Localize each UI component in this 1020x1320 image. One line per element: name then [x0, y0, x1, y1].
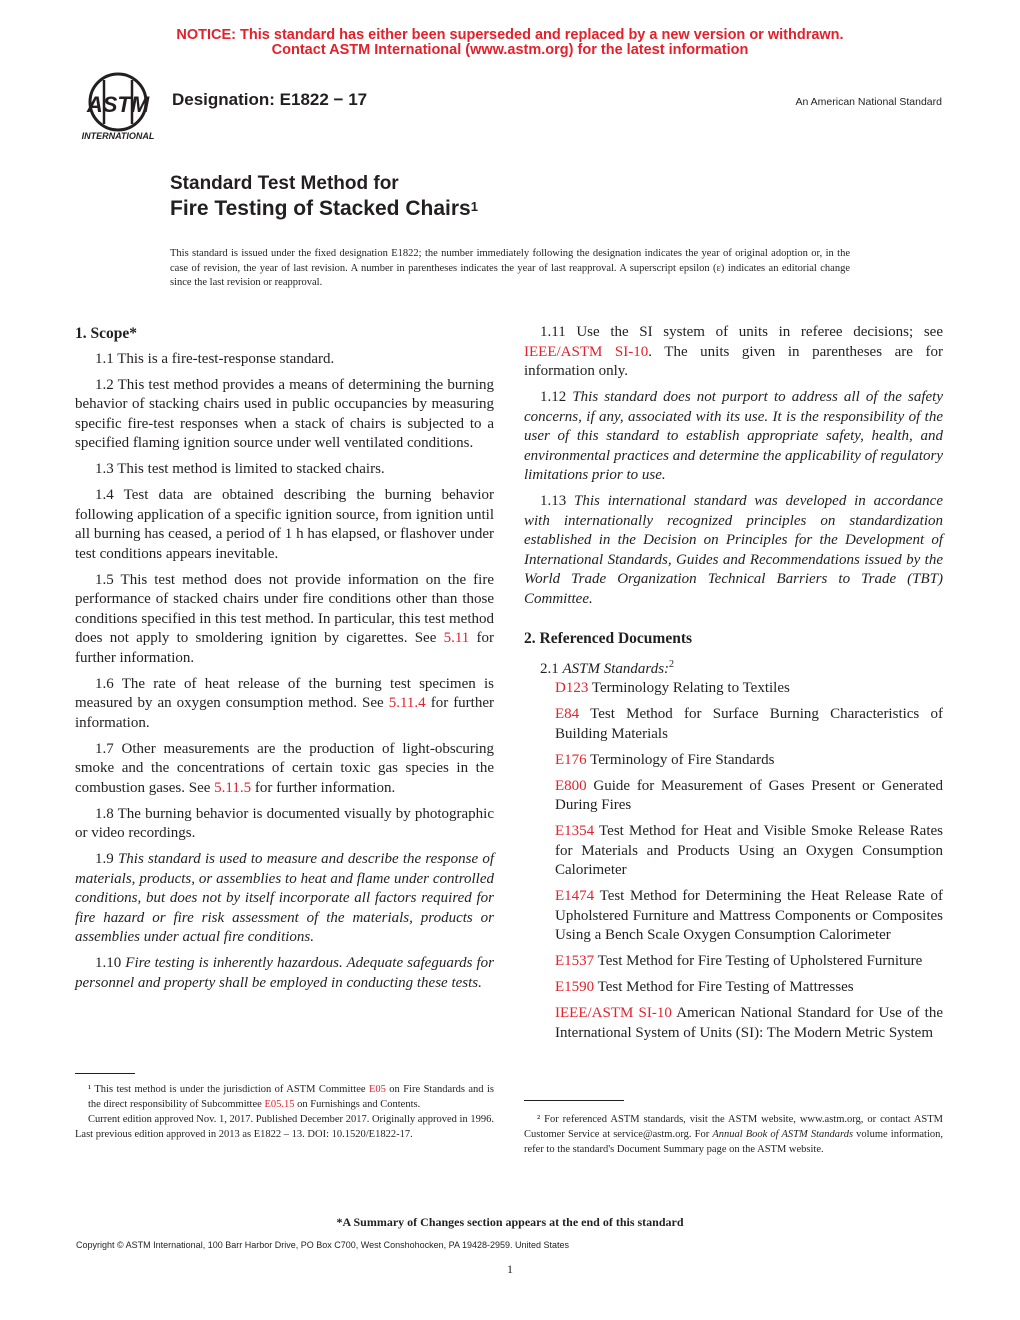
- reference-title: Guide for Measurement of Gases Present or Generated During Fires: [555, 777, 943, 813]
- link-5-11-4[interactable]: 5.11.4: [388, 695, 426, 711]
- para-1-5: 1.5 This test method does not provide information on the fire performance of stacked chairs under fire conditions other than those conditions specified in this test method. In particular, this test method does not apply to smoldering ignition by cigarettes. See 5.11 for further information.: [75, 571, 494, 666]
- para-1-7: 1.7 Other measurements are the production of light-obscuring smoke and the concentrations of certain toxic gas species in the combustion gases. See 5.11.5 for further information.: [75, 740, 494, 796]
- astm-standards-label: 2.1 ASTM Standards:$^2$: [540, 658, 675, 677]
- page-number: 1: [507, 1262, 513, 1276]
- para-1-10: 1.10 Fire testing is inherently hazardous. Adequate safeguards for personnel and property shall be employed in conducting these tests.: [75, 955, 494, 991]
- link-ieee-astm-si-10[interactable]: IEEE/ASTM SI-10: [524, 343, 649, 360]
- right-column: [524, 323, 943, 1050]
- footnote-rule-right: [524, 1100, 624, 1101]
- footnote-rule-left: [75, 1073, 135, 1074]
- title-footnote-mark: 1: [470, 199, 478, 214]
- copyright: Copyright © ASTM International, 100 Barr Harbor Drive, PO Box C700, West Conshohocken, PA 19428-2959. United States: [76, 1240, 570, 1250]
- superseded-notice-line2: Contact ASTM International (www.astm.org) for the latest information: [271, 42, 749, 58]
- scope-heading: 1. Scope*: [75, 325, 137, 342]
- reference-title: Test Method for Fire Testing of Mattresses: [594, 979, 854, 995]
- para-1-4: 1.4 Test data are obtained describing the burning behavior following application of a specific ignition source, from ignition until all burning has ceased, a period of 1 h has elapsed, or flashover under test conditions appears inevitable.: [75, 487, 494, 562]
- title-line1: Standard Test Method for: [170, 173, 399, 194]
- reference-title: Terminology of Fire Standards: [586, 751, 775, 768]
- para-1-12: 1.12 This standard does not purport to address all of the safety concerns, if any, associated with its use. It is the responsibility of the user of this standard to establish appropriate safety, health, and environmental practices and determine the applicability of regulatory limitations prior to use.: [524, 389, 944, 483]
- link-5-11-5[interactable]: 5.11.5: [214, 779, 252, 796]
- footnote-1: [75, 1082, 494, 1142]
- para-1-13: 1.13 This international standard was developed in accordance with internationally recognized principles on standardization established in the Decision on Principles for the Development of International Standards, Guides and Recommendations issued by the World Trade Organization Technical Barriers to Trade (TBT) Committee.: [524, 493, 943, 607]
- reference-title: Test Method for Fire Testing of Upholstered Furniture: [594, 953, 923, 969]
- footnote-1-text: ¹ This test method is under the jurisdiction of ASTM Committee E05 on Fire Standards and is the direct responsibility of Subcommittee E05.15 on Furnishings and Contents.: [88, 1084, 494, 1110]
- reference-item: [524, 952, 943, 972]
- para-1-8: 1.8 The burning behavior is documented visually by photographic or video recordings.: [75, 805, 494, 841]
- reference-code-link[interactable]: E800: [555, 777, 587, 794]
- reference-title: Terminology Relating to Textiles: [588, 680, 790, 696]
- para-1-1: 1.1 This is a fire-test-response standard.: [95, 350, 335, 367]
- para-1-11: 1.11 Use the SI system of units in referee decisions; see IEEE/ASTM SI-10. The units given in parentheses are for information only.: [524, 324, 943, 379]
- left-column: [75, 324, 494, 1000]
- summary-of-changes-note: *A Summary of Changes section appears at the end of this standard: [336, 1215, 684, 1229]
- para-1-3: 1.3 This test method is limited to stacked chairs.: [95, 461, 385, 477]
- reference-code-link[interactable]: D123: [555, 680, 589, 696]
- para-1-9: 1.9 This standard is used to measure and describe the response of materials, products, or assemblies to heat and flame under controlled conditions, but does not by itself incorporate all factors required for fire hazard or fire risk assessment of the materials, products or assemblies under actual fire conditions.: [75, 851, 495, 945]
- reference-item: [524, 751, 943, 771]
- reference-item: [524, 887, 943, 946]
- reference-title: Test Method for Surface Burning Characteristics of Building Materials: [555, 706, 943, 742]
- para-1-2: 1.2 This test method provides a means of determining the burning behavior of stacking chairs used in public occupancies by measuring specific fire-test responses when a stack of chairs is subjected to a specified flaming ignition source under well ventilated conditions.: [75, 376, 494, 451]
- referenced-documents-list: [524, 679, 943, 1043]
- reference-item: [524, 822, 943, 881]
- link-e05-15[interactable]: E05.15: [264, 1099, 295, 1110]
- designation: Designation: E1822 − 17: [172, 90, 368, 109]
- astm-logo: [74, 72, 162, 144]
- reference-title: American National Standard for Use of the International System of Units (SI): The Modern Metric System: [555, 1005, 943, 1041]
- reference-item: [524, 679, 943, 699]
- reference-code-link[interactable]: E84: [555, 706, 580, 722]
- reference-title: Test Method for Heat and Visible Smoke Release Rates for Materials and Products Using an Oxygen Consumption Calorimeter: [555, 823, 943, 878]
- reference-code-link[interactable]: IEEE/ASTM SI-10: [555, 1005, 672, 1021]
- astm-logo-mark: [74, 72, 162, 144]
- reference-code-link[interactable]: E1474: [555, 888, 595, 904]
- footnote-1-edition: Current edition approved Nov. 1, 2017. Published December 2017. Originally approved in 1996. Last previous edition approved in 2013 as E1822 – 13. DOI: 10.1520/E1822-17.: [75, 1114, 494, 1140]
- issued-note: This standard is issued under the fixed designation E1822; the number immediately following the designation indicates the year of original adoption or, in the case of revision, the year of last revision. A number in parentheses indicates the year of last reapproval. A superscript epsilon (ε) indicates an editorial change since the last revision or reapproval.: [170, 248, 850, 288]
- reference-code-link[interactable]: E1590: [555, 979, 595, 995]
- reference-item: [524, 777, 943, 816]
- national-standard-label: An American National Standard: [795, 96, 942, 108]
- reference-code-link[interactable]: E1537: [555, 953, 595, 969]
- reference-item: [524, 705, 943, 744]
- referenced-documents-heading: 2. Referenced Documents: [524, 630, 693, 647]
- logo-subtext: INTERNATIONAL: [81, 131, 155, 141]
- reference-code-link[interactable]: E1354: [555, 823, 595, 839]
- reference-title: Test Method for Determining the Heat Release Rate of Upholstered Furniture and Mattress Components or Composites Using a Bench Scale Oxygen Consumption Calorimeter: [555, 888, 943, 943]
- reference-item: [524, 978, 943, 998]
- footnote-2-text: ² For referenced ASTM standards, visit the ASTM website, www.astm.org, or contact ASTM Customer Service at service@astm.org. For Annual Book of ASTM Standards volume information, refer to the standard's Document Summary page on the ASTM website.: [524, 1114, 943, 1155]
- title-line2: Fire Testing of Stacked Chairs$^1$: [170, 197, 478, 220]
- footnote-2: [524, 1112, 943, 1157]
- reference-code-link[interactable]: E176: [555, 751, 587, 768]
- logo-text: ASTM: [86, 92, 150, 117]
- reference-item: [524, 1004, 943, 1043]
- link-5-11[interactable]: 5.11: [443, 630, 470, 646]
- link-e05[interactable]: E05: [368, 1084, 386, 1095]
- para-1-6: 1.6 The rate of heat release of the burning test specimen is measured by an oxygen consumption method. See 5.11.4 for further information.: [75, 675, 494, 731]
- superseded-notice-line1: NOTICE: This standard has either been superseded and replaced by a new version or withdrawn.: [176, 27, 844, 43]
